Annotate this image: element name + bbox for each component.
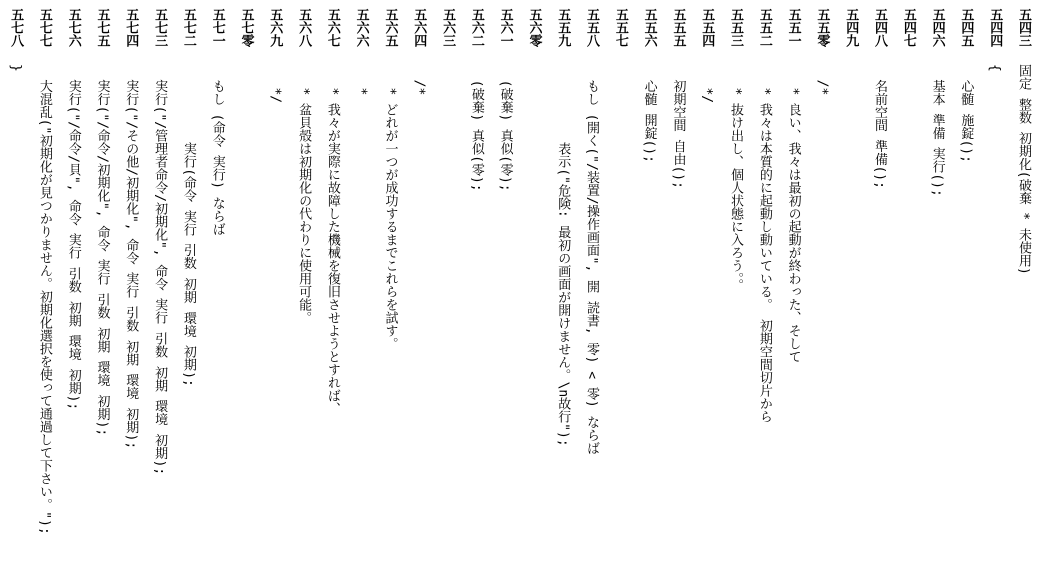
code-line bbox=[864, 8, 893, 578]
code-line bbox=[317, 8, 346, 578]
line-number: 五五二 bbox=[756, 8, 772, 47]
code-line bbox=[778, 8, 807, 578]
line-number: 五五八 bbox=[584, 8, 600, 47]
code-text: 大混乱("初期化が見つかりません。初期化選択を使って通過して下さい。"); bbox=[36, 64, 52, 535]
code-line bbox=[259, 8, 288, 578]
code-text: 実行(命令 実行 引数 初期 環境 初期); bbox=[180, 64, 196, 387]
line-number: 五六五 bbox=[382, 8, 398, 47]
code-text: */ bbox=[267, 64, 283, 104]
code-line bbox=[807, 8, 836, 578]
line-number: 五七七 bbox=[36, 8, 52, 47]
line-number: 五六二 bbox=[468, 8, 484, 47]
code-line bbox=[116, 8, 145, 578]
line-number: 五七二 bbox=[180, 8, 196, 47]
line-number: 五五五 bbox=[670, 8, 686, 47]
code-line bbox=[835, 8, 864, 578]
line-number: 五四七 bbox=[900, 8, 916, 47]
line-number: 五五九 bbox=[555, 8, 571, 47]
code-text: * 抜け出し、個人状態に入ろう。。 bbox=[728, 64, 744, 292]
line-number: 五七三 bbox=[152, 8, 168, 47]
line-number: 五六六 bbox=[353, 8, 369, 47]
line-number: 五七一 bbox=[209, 8, 225, 47]
line-number: 五七四 bbox=[123, 8, 139, 47]
code-line bbox=[346, 8, 375, 578]
line-number: 五七五 bbox=[94, 8, 110, 47]
code-text: */ bbox=[699, 64, 715, 104]
line-number: 五四九 bbox=[843, 8, 859, 47]
code-line bbox=[173, 8, 202, 578]
code-line bbox=[461, 8, 490, 578]
code-text: * 良い、我々は最初の起動が終わった、そして bbox=[785, 64, 801, 364]
code-line bbox=[29, 8, 58, 578]
code-line bbox=[749, 8, 778, 578]
code-line bbox=[288, 8, 317, 578]
code-line bbox=[202, 8, 231, 578]
code-line bbox=[403, 8, 432, 578]
code-line bbox=[231, 8, 260, 578]
code-line bbox=[605, 8, 634, 578]
code-line bbox=[951, 8, 980, 578]
line-number: 五五四 bbox=[699, 8, 715, 47]
code-line bbox=[519, 8, 548, 578]
code-text: * 我々は本質的に起動し動いている。 初期空間切片から bbox=[756, 64, 772, 423]
line-number: 五六一 bbox=[497, 8, 513, 47]
code-text: 基本 準備 実行(); bbox=[929, 64, 945, 197]
code-text: { bbox=[987, 64, 1003, 72]
line-number: 五七八 bbox=[8, 8, 24, 47]
code-line bbox=[634, 8, 663, 578]
code-line bbox=[432, 8, 461, 578]
code-text: * bbox=[353, 64, 369, 96]
line-number: 五四五 bbox=[958, 8, 974, 47]
code-line bbox=[979, 8, 1008, 578]
code-text: * どれが一つが成功するまでこれらを試す。 bbox=[382, 64, 398, 351]
line-number: 五四三 bbox=[1016, 8, 1031, 47]
code-text: * 盆貝殻は初期化の代わりに使用可能。 bbox=[296, 64, 312, 325]
code-text: 実行("/管理者命令/初期化", 命令 実行 引数 初期 環境 初期); bbox=[152, 64, 168, 476]
code-line bbox=[144, 8, 173, 578]
code-text: /* bbox=[411, 64, 427, 96]
code-line bbox=[87, 8, 116, 578]
line-number: 五六三 bbox=[440, 8, 456, 47]
code-text: 実行("/その他/初期化", 命令 実行 引数 初期 環境 初期); bbox=[123, 64, 139, 450]
line-number: 五六八 bbox=[296, 8, 312, 47]
line-number: 五六九 bbox=[267, 8, 283, 47]
code-line bbox=[576, 8, 605, 578]
code-text: 実行("/命令/貝", 命令 実行 引数 初期 環境 初期); bbox=[65, 64, 81, 411]
line-number: 五五三 bbox=[728, 8, 744, 47]
line-number: 五五七 bbox=[612, 8, 628, 47]
code-text: 表示("危険: 最初の画面が開けません。\n故行"); bbox=[555, 64, 571, 447]
code-line bbox=[490, 8, 519, 578]
code-text: (破棄) 真似(零); bbox=[497, 64, 513, 192]
code-text: 心髄 施錠(); bbox=[958, 64, 974, 163]
line-number: 五四四 bbox=[987, 8, 1003, 47]
code-text: * 我々が実際に故障した機械を復旧させようとすれば、 bbox=[324, 64, 340, 416]
line-number: 五七零 bbox=[238, 8, 254, 47]
code-line bbox=[547, 8, 576, 578]
code-line bbox=[691, 8, 720, 578]
line-number: 五五零 bbox=[814, 8, 830, 47]
line-number: 五五六 bbox=[641, 8, 657, 47]
code-line bbox=[720, 8, 749, 578]
code-text: 名前空間 準備(); bbox=[872, 64, 888, 189]
line-number: 五四八 bbox=[872, 8, 888, 47]
code-text: 固定 整数 初期化(破棄 * 未使用) bbox=[1016, 64, 1031, 275]
code-line bbox=[1008, 8, 1037, 578]
code-line bbox=[922, 8, 951, 578]
code-text: 実行("/命令/初期化", 命令 実行 引数 初期 環境 初期); bbox=[94, 64, 110, 437]
code-text: /* bbox=[814, 64, 830, 96]
code-text: } bbox=[8, 64, 24, 72]
code-line bbox=[375, 8, 404, 578]
code-text: (破棄) 真似(零); bbox=[468, 64, 484, 192]
code-line bbox=[893, 8, 922, 578]
code-line bbox=[58, 8, 87, 578]
line-number: 五六七 bbox=[324, 8, 340, 47]
code-text: 初期空間 自由(); bbox=[670, 64, 686, 189]
line-number: 五六零 bbox=[526, 8, 542, 47]
code-text: もし (命令 実行) ならば bbox=[209, 64, 225, 236]
line-number: 五五一 bbox=[785, 8, 801, 47]
line-number: 五七六 bbox=[65, 8, 81, 47]
code-line bbox=[663, 8, 692, 578]
line-number: 五四六 bbox=[929, 8, 945, 47]
line-number: 五六四 bbox=[411, 8, 427, 47]
code-text: もし (開く("/装置/操作画面", 開 読書, 零) < 零) ならば bbox=[584, 64, 600, 455]
code-text: 心髄 開錠(); bbox=[641, 64, 657, 163]
code-line bbox=[0, 8, 29, 578]
